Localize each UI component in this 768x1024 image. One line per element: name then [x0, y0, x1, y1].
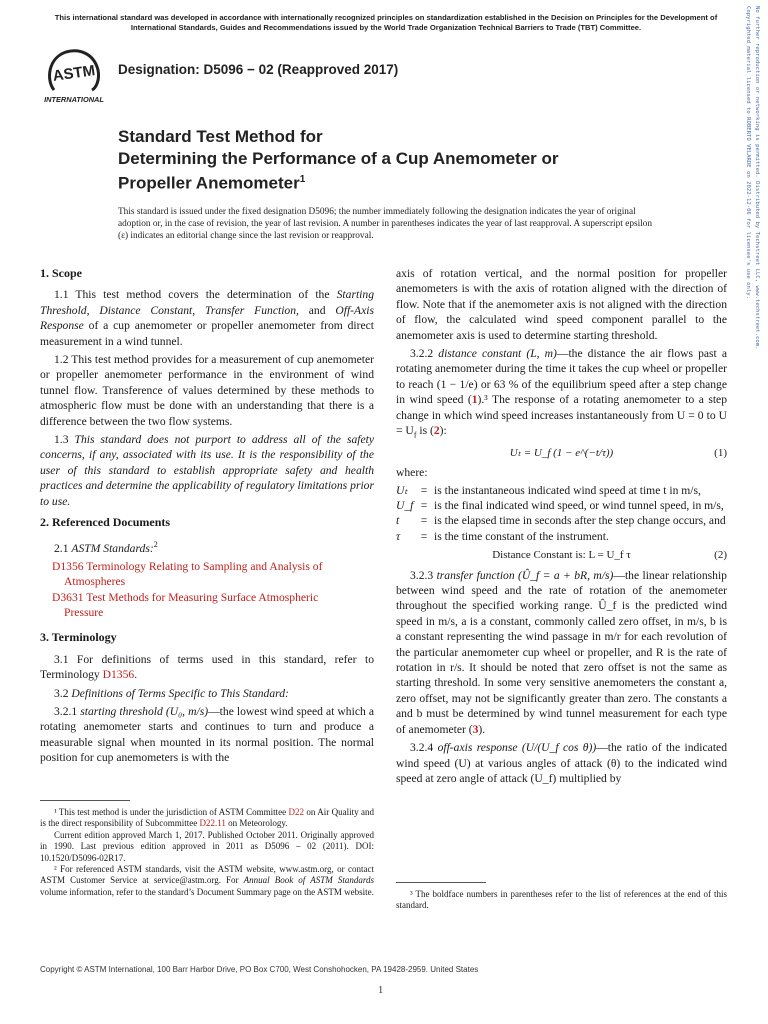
designation: Designation: D5096 − 02 (Reapproved 2017) — [118, 62, 399, 77]
right-column — [396, 266, 727, 911]
watermark-line-2: No further reproduction or networking is permitted. Distributed by Techstreet LLC, www.techstreet.com. — [754, 6, 760, 350]
paragraph-1-1: 1.1 This test method covers the determination of the Starting Threshold, Distance Constant, Transfer Function, and Off-Axis Response of a cup anemometer or propeller anemometer from direct measurement in a wind tunnel. — [40, 288, 374, 348]
footnote-2: ² For referenced ASTM standards, visit the ASTM website, www.astm.org, or contact ASTM Customer Service at service@astm.org. For Annual Book of ASTM Standards volume information, refer to the standard’s Document Summary page on the ASTM website. — [40, 864, 375, 897]
issuance-statement: This standard is issued under the fixed designation D5096; the number immediately following the designation indicates the year of original adoption or, in the case of revision, the year of last revision. A number in parentheses indicates the year of last reapproval. A superscript epsilon (ε) indicates an editorial change since the last revision or reapproval. — [118, 207, 653, 242]
where-label: where: — [396, 466, 428, 480]
copyright-footer: Copyright © ASTM International, 100 Barr Harbor Drive, PO Box C700, West Conshohocken, PA 19428-2959. United States — [40, 965, 479, 974]
paragraph-3-2-2: 3.2.2 distance constant (L, m)—the distance the air flows past a rotating anemometer during the time it takes the cup wheel or propeller to reach (1 − 1/e) or 63 % of the equilibrium speed after a step change in wind speed (1).³ The response of a rotating anemometer to a step change in which wind speed increases instantaneously from U = 0 to $U = U_f$ is (2): — [396, 347, 727, 440]
astm-logo — [36, 44, 112, 106]
equation-1: Uₜ = U_f (1 − e^(−t/τ)) (1) — [509, 446, 727, 459]
section-heading-terminology: 3. Terminology — [40, 630, 117, 645]
paragraph-3-2-3: 3.2.3 transfer function (Û_f = a + bR, m/s)—the linear relationship between wind speed and the rate of rotation of the anemometer throughout the specified working range. Û_f is the predicted wind speed in m/s, a is a constant, commonly called zero offset, in m/s, b is a constant representing the wind passage in m/r for each revolution of the particular anemometer cup wheel or propeller, and R is the rate of rotation in r/s. It should be noted that zero offset is not the same as starting threshold. In some very sensitive anemometers the constant a, zero offset, may not be significantly greater than zero. The constants a and b must be determined by wind tunnel measurement for each type of anemometer (3). — [396, 568, 727, 736]
title-line-2: Determining the Performance of a Cup Anemometer or — [118, 148, 559, 168]
equation-2: Distance Constant is: L = U_f τ (2) — [492, 549, 727, 562]
paragraph-2-1: 2.1 ASTM Standards:$^2$ — [54, 539, 158, 555]
definition-row: U_f = is the final indicated wind speed, or wind tunnel speed, in m/s, — [396, 499, 724, 512]
astm-logo-icon — [36, 44, 112, 106]
reference-d1356[interactable]: D1356 Terminology Relating to Sampling and Analysis of Atmospheres — [52, 559, 323, 589]
definition-row: t = is the elapsed time in seconds after the step change occurs, and — [396, 514, 726, 528]
variable-definitions — [396, 483, 727, 545]
paragraph-3-1: 3.1 For definitions of terms used in this standard, refer to Terminology D1356. — [40, 652, 374, 682]
footnote-3: ³ The boldface numbers in parentheses refer to the list of references at the end of this standard. — [396, 889, 727, 911]
watermark-line-1: Copyrighted material licensed to ROBERTO VELARDE on 2022-12-06 for licensee's use only. — [745, 6, 751, 299]
document-title — [118, 126, 678, 194]
paragraph-3-2-1: 3.2.1 starting threshold (U₀, m/s)—the lowest wind speed at which a rotating anemometer starts and continues to turn and produce a measurable signal when mounted in its normal position. The normal position for cup anemometers is with the — [40, 705, 374, 765]
left-footnotes — [40, 792, 374, 898]
footnote-rule — [40, 800, 130, 801]
license-watermark — [739, 4, 765, 424]
right-footnotes — [396, 874, 727, 912]
section-heading-referenced-documents: 2. Referenced Documents — [40, 515, 171, 530]
title-line-1: Standard Test Method for — [118, 127, 323, 146]
left-column — [40, 266, 375, 897]
paragraph-3-2-4: 3.2.4 off-axis response (U/(U_f cos θ))—the ratio of the indicated wind speed (U) at various angles of attack (θ) to the indicated wind speed at zero angle of attack (U_f) multiplied by — [396, 741, 727, 785]
page-number: 1 — [378, 985, 384, 996]
paragraph-3-2: 3.2 Definitions of Terms Specific to This Standard: — [54, 686, 289, 700]
footnote-1-edition: Current edition approved March 1, 2017. Published October 2011. Originally approved in 1990. Last previous edition approved in 2011 as D5096 – 02 (2011). DOI: 10.1520/D5096-02R17. — [40, 829, 374, 863]
section-heading-scope: 1. Scope — [40, 266, 82, 280]
footnote-1: ¹ This test method is under the jurisdiction of ASTM Committee D22 on Air Quality and is the direct responsibility of Subcommittee D22.11 on Meteorology. — [40, 807, 374, 829]
link-d1356[interactable]: D1356 — [102, 668, 135, 682]
wto-notice: This international standard was developed in accordance with internationally recognized principles on standardization established in the Decision on Principles for the Development of International Standards, Guides and Recommendations issued by the World Trade Organization Technical Barriers to Trade (TBT) Committee. — [54, 13, 718, 32]
definition-row: τ = is the time constant of the instrument. — [396, 529, 609, 543]
logo-caption: INTERNATIONAL — [44, 95, 104, 104]
paragraph-1-3: 1.3 This standard does not purport to address all of the safety concerns, if any, associated with its use. It is the responsibility of the user of this standard to establish appropriate safety and health practices and determine the applicability of regulatory limitations prior to use. — [40, 433, 375, 508]
title-line-3: Propeller Anemometer$^1$ — [118, 173, 306, 193]
definition-row: Uₜ = is the instantaneous indicated wind speed at time t in m/s, — [396, 483, 701, 497]
paragraph-1-2: 1.2 This test method provides for a measurement of cup anemometer or propeller anemometer performance in the environment of wind tunnel flow. Transference of values determined by these methods to atmospheric flow must be done with an understanding that there is a difference between the two flow systems. — [40, 353, 374, 428]
paragraph-continuation: axis of rotation vertical, and the normal position for propeller anemometers is with the axis of rotation aligned with the direction of flow. Note that if the anemometer axis is not aligned with the direction of flow, the calculated wind speed component parallel to the anemometer axis is used to determine starting threshold. — [396, 267, 727, 342]
reference-d3631[interactable]: D3631 Test Methods for Measuring Surface Atmospheric Pressure — [52, 590, 319, 619]
logo-letters: ASTM — [51, 62, 97, 85]
footnote-rule — [396, 882, 486, 883]
